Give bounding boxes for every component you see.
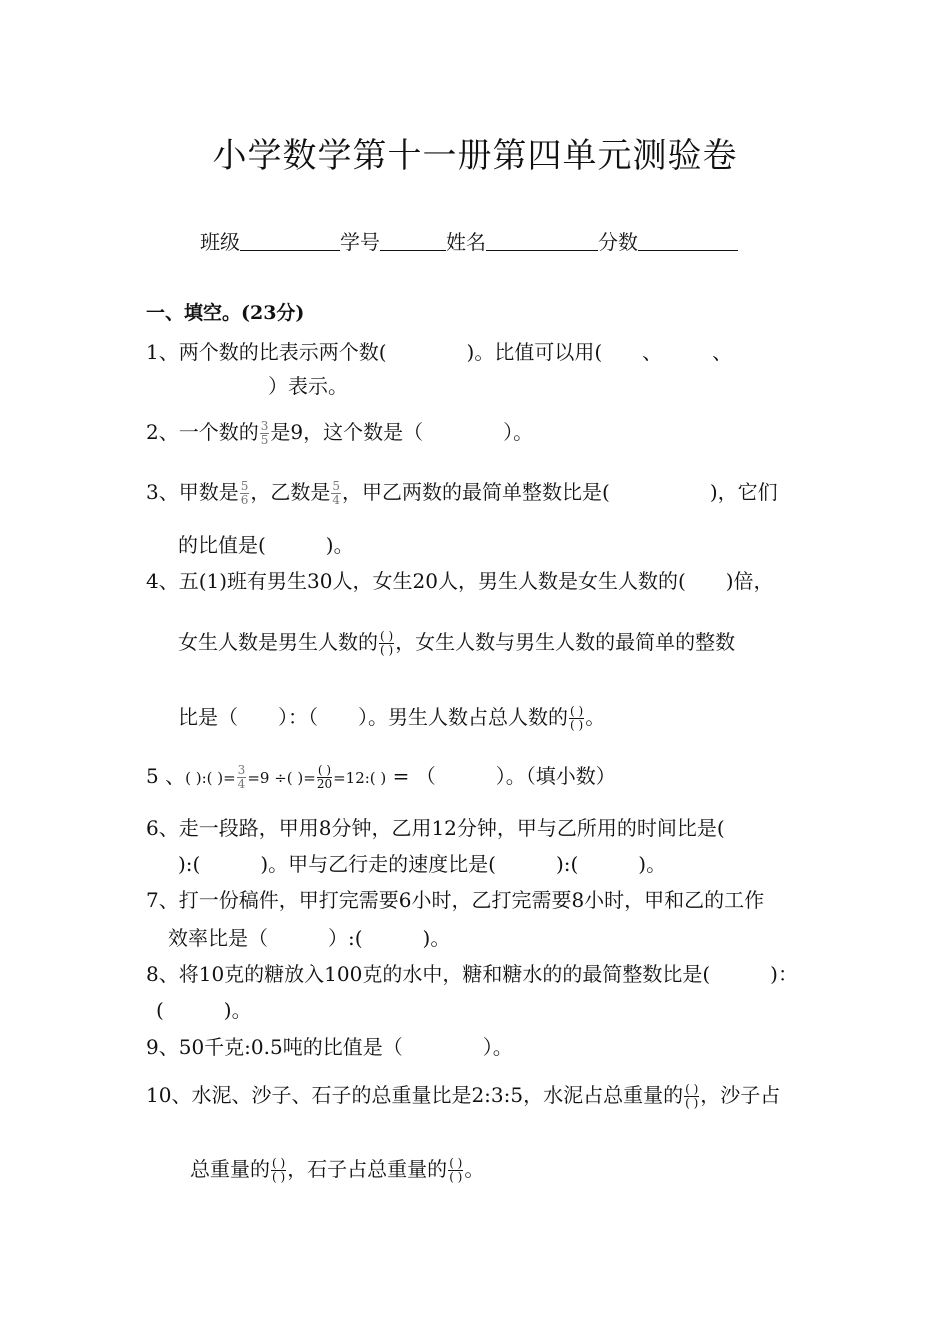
q4-fraction-2 bbox=[569, 705, 584, 732]
q5-num2: ( ) bbox=[317, 763, 332, 777]
q1-line2: ）表示。 bbox=[268, 374, 348, 398]
q10-fraction-1 bbox=[684, 1083, 699, 1110]
q10-frac3-den: ( ) bbox=[449, 1170, 463, 1184]
q2-fraction bbox=[260, 420, 270, 447]
number-label: 学号 bbox=[340, 230, 380, 254]
q8-line1: 8、将10克的糖放入100克的水中，糖和糖水的的最简整数比是( )： bbox=[146, 962, 798, 986]
q10-fraction-3 bbox=[448, 1157, 463, 1184]
q5-den2: 20 bbox=[316, 777, 333, 791]
class-blank[interactable] bbox=[240, 228, 340, 251]
q4-text-2b: ，女生人数与男生人数的最简单的整数 bbox=[395, 630, 736, 654]
q4-line2 bbox=[178, 628, 735, 657]
q3-text-b: ，乙数是 bbox=[250, 480, 331, 504]
q5-num: 3 bbox=[237, 763, 246, 777]
score-blank[interactable] bbox=[638, 228, 738, 251]
q3-line2: 的比值是( )。 bbox=[178, 533, 354, 557]
q5-fraction-2 bbox=[317, 764, 332, 791]
q10-fraction-2 bbox=[271, 1157, 286, 1184]
q3-text-a: 3、甲数是 bbox=[146, 480, 239, 504]
q3-text-c: ，甲乙两数的最简单整数比是( )，它们 bbox=[342, 480, 778, 504]
q5-den: 4 bbox=[237, 777, 246, 791]
q7-line1: 7、打一份稿件，甲打完需要6小时，乙打完需要8小时，甲和乙的工作 bbox=[146, 888, 765, 912]
header-fields bbox=[200, 228, 738, 256]
q3-line1 bbox=[146, 478, 778, 507]
section-heading: 一、填空。(23分) bbox=[146, 302, 305, 324]
number-blank[interactable] bbox=[380, 228, 446, 251]
q10-text-2b: ，石子占总重量的 bbox=[287, 1157, 448, 1181]
q4-frac1-num: ( ) bbox=[380, 629, 394, 643]
q10-line1 bbox=[146, 1081, 780, 1110]
score-label: 分数 bbox=[598, 230, 638, 254]
q10-text-1a: 10、水泥、沙子、石子的总重量比是2:3:5，水泥占总重量的 bbox=[146, 1083, 684, 1107]
q10-frac1-den: ( ) bbox=[685, 1096, 699, 1110]
q8-line2: ( )。 bbox=[156, 998, 252, 1022]
name-label: 姓名 bbox=[446, 230, 486, 254]
q2-num: 3 bbox=[260, 419, 269, 433]
q10-text-2a: 总重量的 bbox=[190, 1157, 270, 1181]
q3-fraction-1 bbox=[240, 480, 250, 507]
q4-text-3b: 。 bbox=[585, 705, 606, 729]
q5-part1: ( ):( )= bbox=[185, 769, 236, 787]
q5-text-b: = （ ）。（填小数） bbox=[386, 764, 616, 788]
q3-fraction-2 bbox=[331, 480, 341, 507]
q4-fraction-1 bbox=[379, 630, 394, 657]
q3-den1: 6 bbox=[240, 493, 249, 507]
q4-text-2a: 女生人数是男生人数的 bbox=[178, 630, 378, 654]
q10-text-2c: 。 bbox=[464, 1157, 485, 1181]
q4-frac1-den: ( ) bbox=[380, 643, 394, 657]
q6-line1: 6、走一段路，甲用8分钟，乙用12分钟，甲与乙所用的时间比是( bbox=[146, 816, 725, 840]
q10-line2 bbox=[190, 1155, 484, 1184]
q1-line1: 1、两个数的比表示两个数( )。比值可以用( 、 、 bbox=[146, 340, 733, 364]
q10-frac2-num: ( ) bbox=[272, 1156, 286, 1170]
q4-frac2-den: ( ) bbox=[570, 718, 584, 732]
q2-den: 5 bbox=[260, 433, 269, 447]
q3-num1: 5 bbox=[240, 479, 249, 493]
q4-line1: 4、五(1)班有男生30人，女生20人，男生人数是女生人数的( )倍， bbox=[146, 569, 774, 593]
q5-text-a: 5 、 bbox=[146, 764, 186, 788]
name-blank[interactable] bbox=[486, 228, 598, 251]
class-label: 班级 bbox=[200, 230, 240, 254]
q3-den2: 4 bbox=[332, 493, 341, 507]
page-title: 小学数学第十一册第四单元测验卷 bbox=[212, 136, 738, 176]
q2-text-a: 2、一个数的 bbox=[146, 420, 259, 444]
q4-frac2-num: ( ) bbox=[570, 704, 584, 718]
q9-line: 9、50千克:0.5吨的比值是（ ）。 bbox=[146, 1035, 513, 1059]
q10-frac3-num: ( ) bbox=[449, 1156, 463, 1170]
q5-part2: =9 ÷( )= bbox=[247, 769, 316, 787]
q10-frac1-num: ( ) bbox=[685, 1082, 699, 1096]
q10-frac2-den: ( ) bbox=[272, 1170, 286, 1184]
q6-line2: ):( )。甲与乙行走的速度比是( ):( )。 bbox=[178, 852, 667, 876]
q5-line bbox=[146, 762, 616, 792]
q4-text-3a: 比是（ ）：（ ）。男生人数占总人数的 bbox=[178, 705, 568, 729]
q7-line2: 效率比是（ ）:( )。 bbox=[168, 926, 451, 950]
q3-num2: 5 bbox=[332, 479, 341, 493]
q2-text-b: 是9，这个数是（ ）。 bbox=[270, 420, 534, 444]
q4-line3 bbox=[178, 703, 605, 732]
q10-text-1b: ，沙子占 bbox=[700, 1083, 781, 1107]
q5-part3: =12:( ) bbox=[333, 769, 387, 787]
q2-line bbox=[146, 418, 533, 447]
q5-fraction-1 bbox=[237, 764, 247, 791]
